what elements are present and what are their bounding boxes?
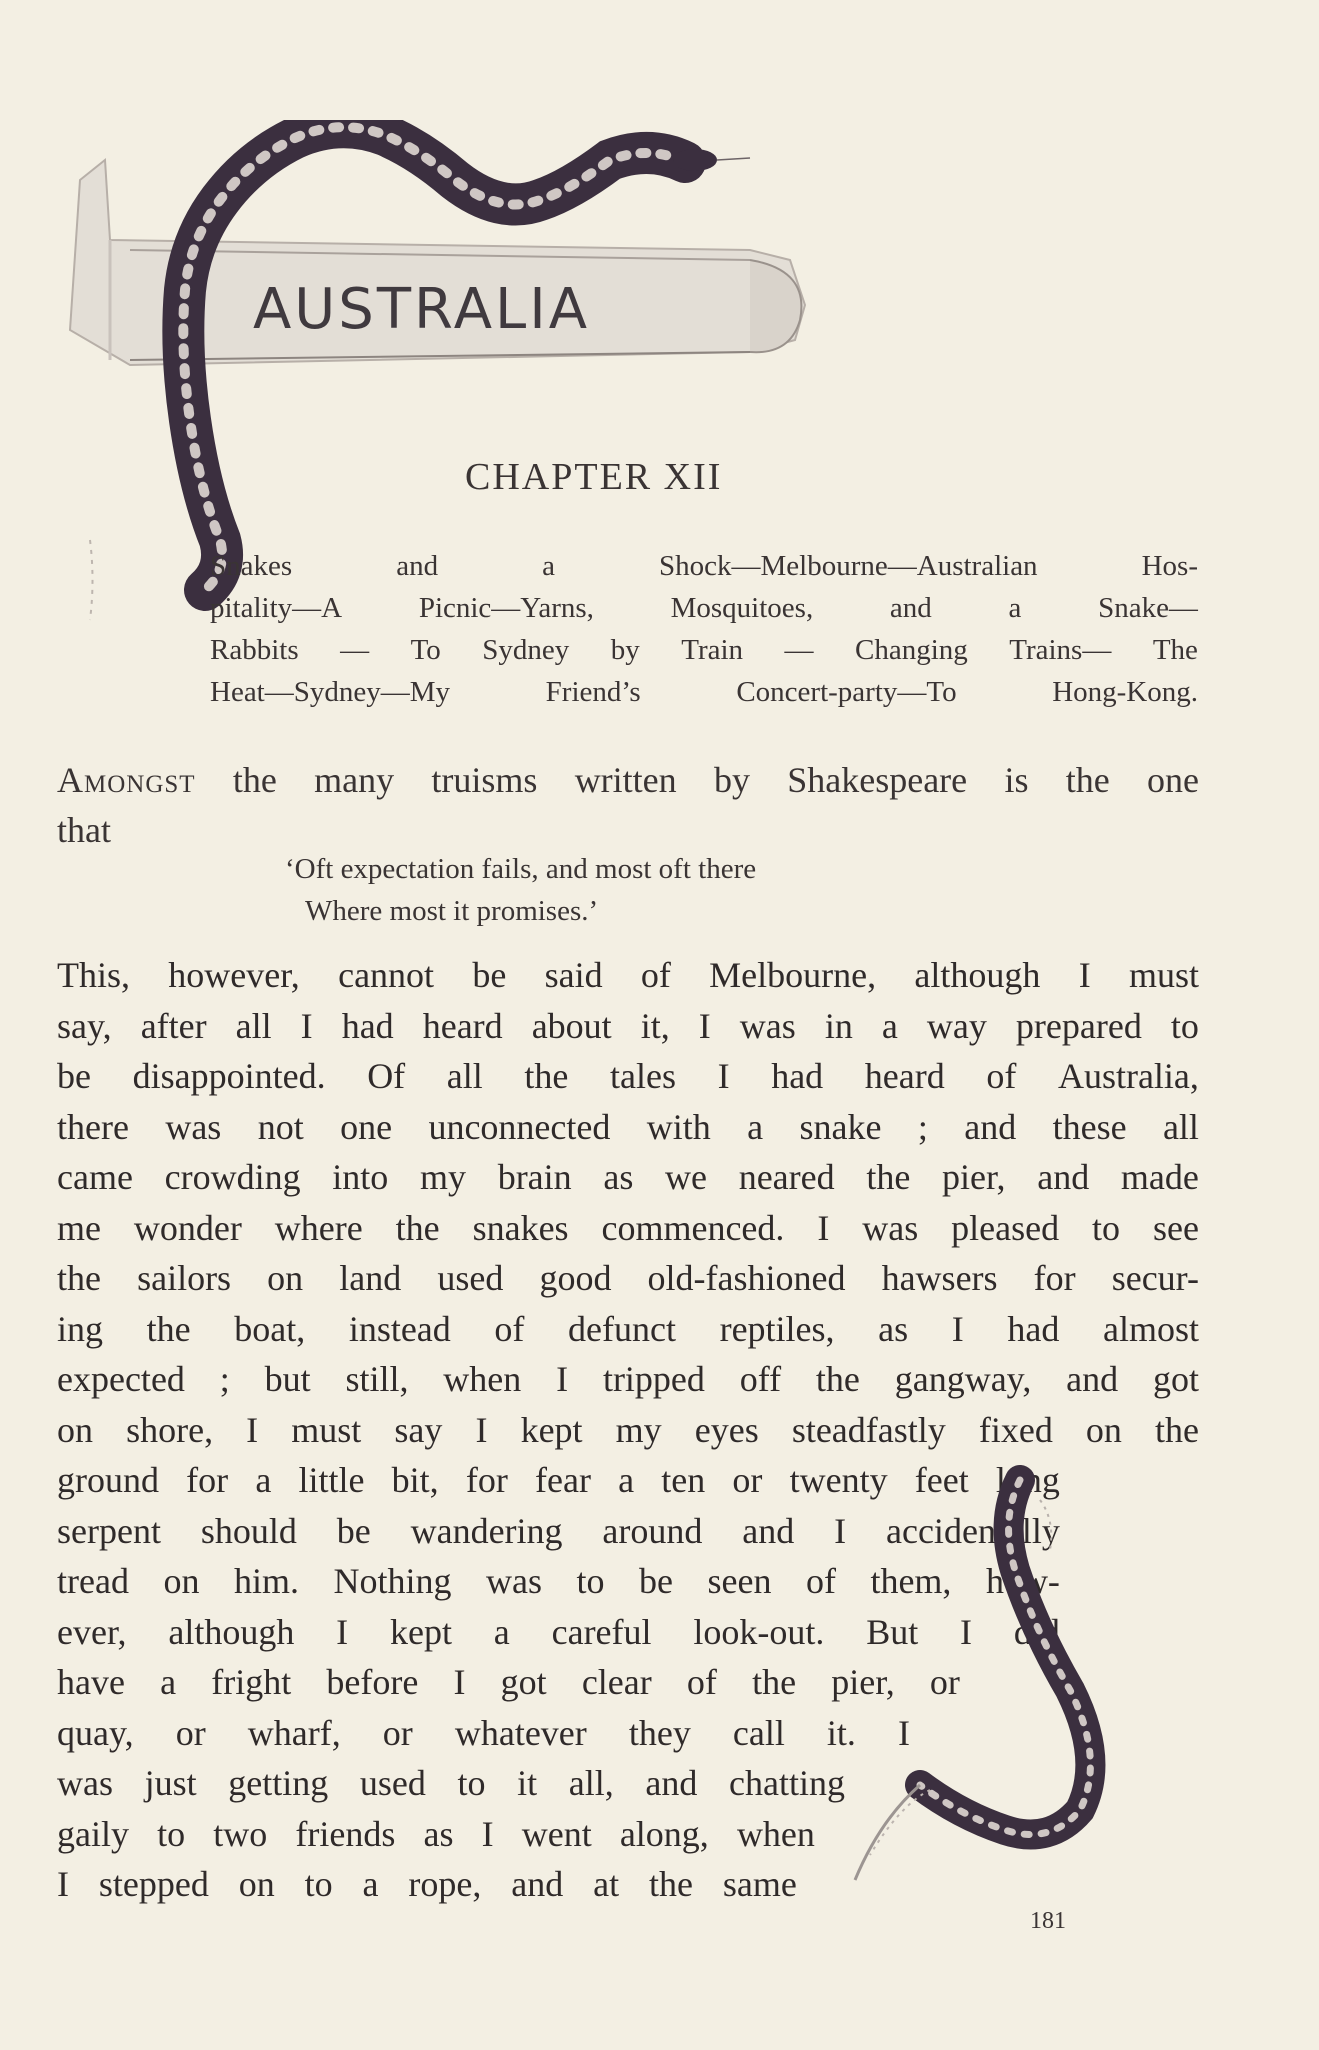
- body-line: was just getting used to it all, and chatting: [57, 1763, 845, 1803]
- synopsis-word: Hong-Kong.: [1052, 676, 1198, 708]
- intro-word: Shakespeare: [787, 760, 968, 800]
- synopsis-word: Sydney: [482, 634, 570, 666]
- snake-illustration: [840, 1460, 1220, 1900]
- synopsis-word: a: [1008, 592, 1022, 624]
- synopsis-word: Concert-party—To: [736, 676, 957, 708]
- body-line: gaily to two friends as I went along, when: [57, 1813, 815, 1854]
- intro-word: many: [314, 760, 395, 800]
- synopsis-word: —: [784, 634, 814, 666]
- body-line: came crowding into my brain as we neared the pier, and made: [57, 1157, 1199, 1197]
- synopsis-word: Trains—: [1009, 634, 1112, 666]
- intro-word: one: [1147, 760, 1199, 800]
- body-line: have a fright before I got clear of the pier, or: [57, 1662, 960, 1702]
- shakespeare-quote: [285, 848, 756, 932]
- synopsis-word: Shock—Melbourne—Australian: [659, 550, 1038, 582]
- intro-word: is: [1004, 760, 1029, 800]
- synopsis-line: [210, 545, 1198, 587]
- body-line: quay, or wharf, or whatever they call it. I: [57, 1712, 910, 1753]
- body-line: be disappointed. Of all the tales I had heard of Australia,: [57, 1056, 1199, 1096]
- synopsis-word: and: [396, 550, 439, 582]
- intro-line: that: [57, 810, 111, 850]
- page-number: 181: [1030, 1908, 1066, 1934]
- synopsis-word: Mosquitoes,: [670, 592, 814, 624]
- intro-word: the: [232, 760, 277, 800]
- synopsis-word: by: [610, 634, 640, 666]
- intro-word: written: [574, 760, 677, 800]
- synopsis-word: To: [410, 634, 441, 666]
- synopsis-word: The: [1152, 634, 1198, 666]
- body-line: This, however, cannot be said of Melbourne, although I must: [57, 955, 1199, 995]
- body-line: me wonder where the snakes commenced. I was pleased to see: [57, 1207, 1199, 1248]
- intro-word: truisms: [431, 760, 538, 800]
- synopsis-word: Hos-: [1141, 550, 1198, 582]
- synopsis-line: [210, 587, 1198, 629]
- body-line: expected ; but still, when I tripped off the gangway, and got: [57, 1359, 1199, 1399]
- body-line: serpent should be wandering around and I accidentally: [57, 1510, 1060, 1551]
- synopsis-word: Picnic—Yarns,: [418, 592, 594, 624]
- intro-word: the: [1065, 760, 1110, 800]
- quote-line: ‘Oft expectation fails, and most oft there: [285, 853, 757, 885]
- body-line: I stepped on to a rope, and at the same: [57, 1864, 797, 1904]
- body-line: there was not one unconnected with a snake ; and these all: [57, 1106, 1199, 1147]
- intro-word: by: [713, 760, 750, 800]
- synopsis-word: Changing: [855, 634, 968, 666]
- body-line: ever, although I kept a careful look-out. But I did: [57, 1611, 1060, 1652]
- body-line: the sailors on land used good old-fashioned hawsers for secur-: [57, 1258, 1199, 1298]
- synopsis-line: [210, 671, 1198, 713]
- body-line: tread on him. Nothing was to be seen of them, how-: [57, 1561, 1060, 1601]
- synopsis-word: Snake—: [1098, 592, 1198, 624]
- body-line: on shore, I must say I kept my eyes steadfastly fixed on the: [57, 1409, 1199, 1450]
- synopsis-word: Friend’s: [545, 676, 641, 708]
- body-line: ground for a little bit, for fear a ten or twenty feet long: [57, 1460, 1060, 1500]
- intro-paragraph: [57, 755, 1199, 855]
- synopsis-word: —: [340, 634, 370, 666]
- chapter-heading: CHAPTER XII: [465, 456, 723, 498]
- chapter-synopsis: [210, 545, 1198, 713]
- intro-first-word: Amongst: [57, 760, 196, 800]
- intro-line: [57, 755, 1199, 805]
- synopsis-word: Snakes: [210, 550, 293, 582]
- synopsis-word: a: [542, 550, 555, 582]
- quote-line: Where most it promises.’: [305, 895, 599, 927]
- synopsis-word: Train: [681, 634, 744, 666]
- synopsis-word: Rabbits: [210, 634, 299, 666]
- synopsis-word: pitality—A: [210, 592, 343, 624]
- body-line: say, after all I had heard about it, I was in a way prepared to: [57, 1005, 1199, 1046]
- synopsis-line: [210, 629, 1198, 671]
- body-line: ing the boat, instead of defunct reptiles, as I had almost: [57, 1308, 1199, 1349]
- synopsis-word: Heat—Sydney—My: [210, 676, 451, 708]
- banner-title: AUSTRALIA: [253, 277, 591, 342]
- synopsis-word: and: [889, 592, 932, 624]
